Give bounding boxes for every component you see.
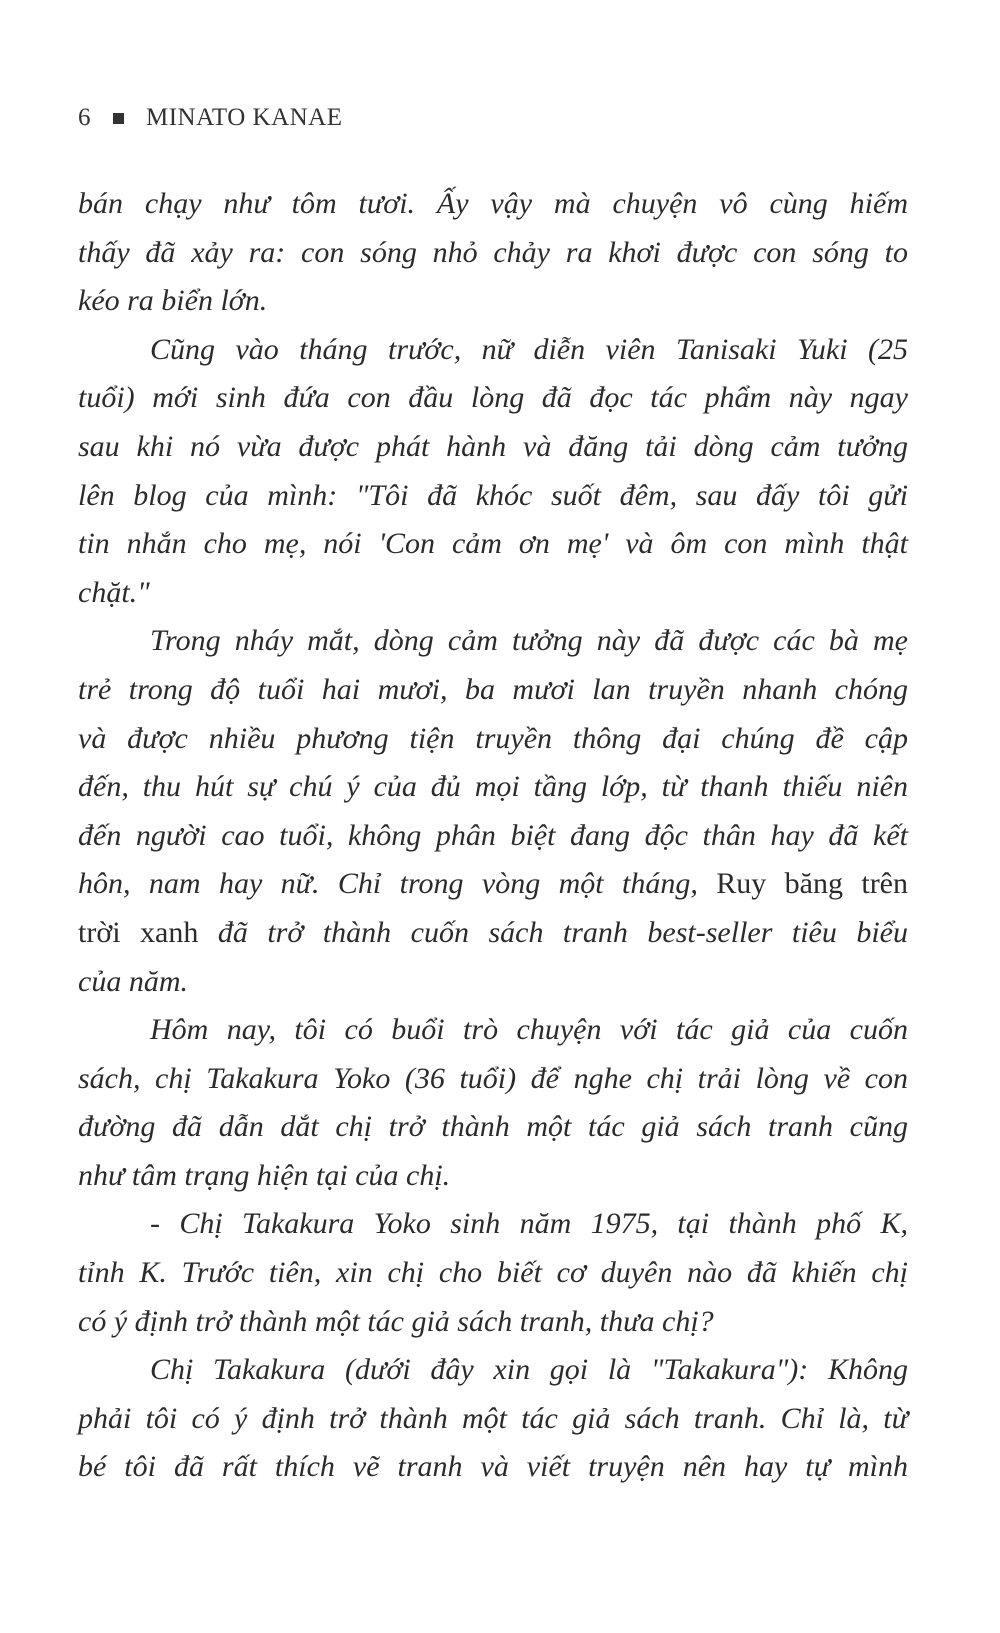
body-text (78, 180, 908, 1492)
text-line: tỉnh K. Trước tiên, xin chị cho biết cơ duyên nào đã khiến chị (78, 1256, 908, 1290)
text-line: Trong nháy mắt, dòng cảm tưởng này đã được các bà mẹ (150, 624, 908, 658)
text-line: Chị Takakura (dưới đây xin gọi là "Takakura"): Không (150, 1353, 908, 1387)
text-line: - Chị Takakura Yoko sinh năm 1975, tại thành phố K, (150, 1207, 908, 1241)
text-line: như tâm trạng hiện tại của chị. (78, 1158, 451, 1192)
text-line: đường đã dẫn dắt chị trở thành một tác giả sách tranh cũng (78, 1110, 908, 1144)
text-line: chặt." (78, 575, 150, 609)
text-line: kéo ra biển lớn. (78, 284, 268, 318)
text-line: sau khi nó vừa được phát hành và đăng tải dòng cảm tưởng (78, 429, 908, 463)
text-line: lên blog của mình: "Tôi đã khóc suốt đêm, sau đấy tôi gửi (78, 478, 908, 512)
text-line: Cũng vào tháng trước, nữ diễn viên Tanisaki Yuki (25 (150, 332, 908, 366)
text-segment: hôn, nam hay nữ. Chỉ trong vòng một tháng, (78, 867, 698, 901)
square-bullet-icon (113, 113, 124, 124)
text-line: phải tôi có ý định trở thành một tác giả sách tranh. Chỉ là, từ (78, 1401, 908, 1435)
text-line: đến, thu hút sự chú ý của đủ mọi tầng lớp, từ thanh thiếu niên (78, 770, 908, 804)
running-header-author: MINATO KANAE (146, 104, 343, 131)
text-line-with-title (78, 909, 908, 958)
text-line: đến người cao tuổi, không phân biệt đang độc thân hay đã kết (78, 818, 908, 852)
text-line: Hôm nay, tôi có buổi trò chuyện với tác giả của cuốn (150, 1013, 908, 1047)
text-line: của năm. (78, 964, 188, 998)
text-line: trẻ trong độ tuổi hai mươi, ba mươi lan truyền nhanh chóng (78, 672, 908, 706)
text-line: tin nhắn cho mẹ, nói 'Con cảm ơn mẹ' và ôm con mình thật (78, 527, 908, 561)
text-line-with-title (78, 860, 908, 909)
text-line: thấy đã xảy ra: con sóng nhỏ chảy ra khơi được con sóng to (78, 235, 908, 269)
text-line: có ý định trở thành một tác giả sách tranh, thưa chị? (78, 1304, 714, 1338)
running-header (78, 104, 343, 132)
book-title: trời xanh (78, 915, 199, 949)
text-line: tuổi) mới sinh đứa con đầu lòng đã đọc tác phẩm này ngay (78, 381, 908, 415)
text-line: bé tôi đã rất thích vẽ tranh và viết truyện nên hay tự mình (78, 1450, 908, 1484)
text-line: sách, chị Takakura Yoko (36 tuổi) để nghe chị trải lòng về con (78, 1061, 908, 1095)
book-title: Ruy băng trên (716, 867, 908, 901)
page-number: 6 (78, 104, 91, 131)
text-line: bán chạy như tôm tươi. Ấy vậy mà chuyện vô cùng hiếm (78, 187, 908, 220)
text-segment: đã trở thành cuốn sách tranh best-seller tiêu biểu (217, 915, 909, 949)
text-line: và được nhiều phương tiện truyền thông đại chúng đề cập (78, 721, 908, 755)
